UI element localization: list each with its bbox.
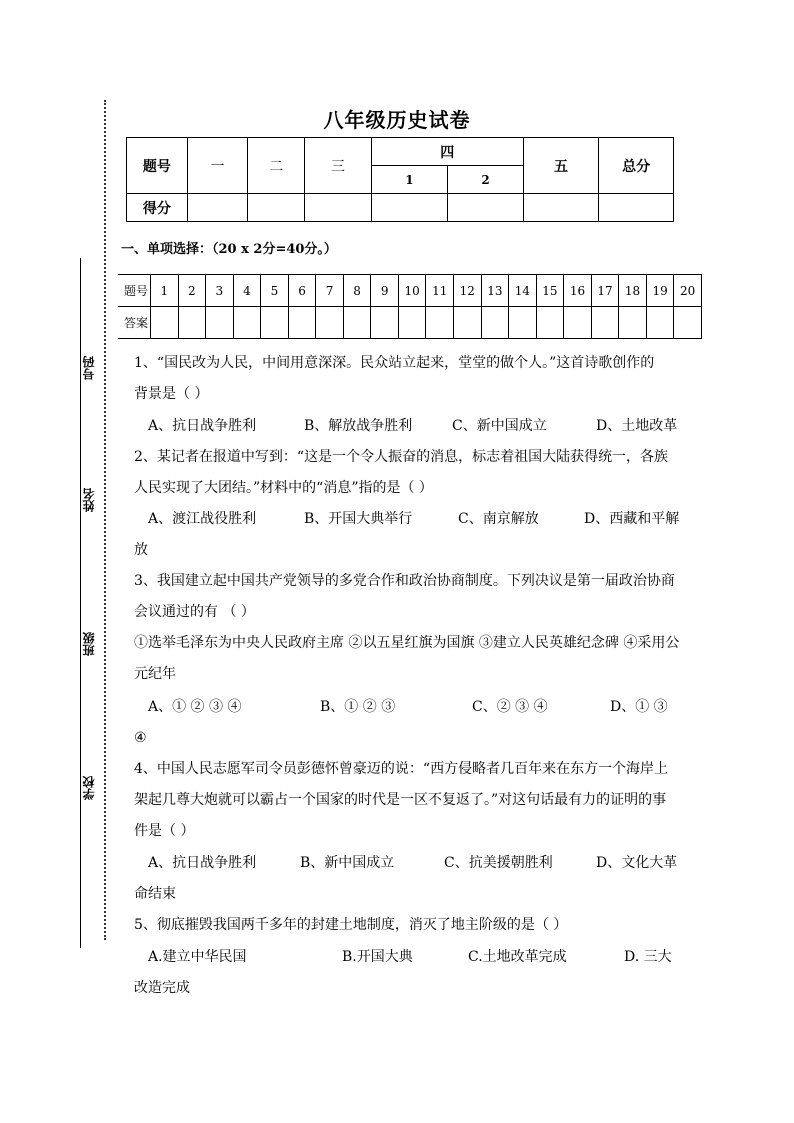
answer-number-4: 4 (233, 275, 261, 307)
side-field-number: 号码 (82, 356, 96, 380)
answer-number-10: 10 (398, 275, 426, 307)
answer-number-7: 7 (316, 275, 344, 307)
question-text: 会议通过的有 （ ） (134, 604, 255, 620)
option-a[interactable]: A.建立中华民国 (148, 949, 247, 965)
score-header-label: 题号 (127, 138, 188, 194)
answer-number-16: 16 (564, 275, 592, 307)
binding-line (104, 100, 106, 940)
score-table (126, 137, 674, 222)
option-d[interactable]: D、土地改革 (596, 418, 678, 434)
question-text: 件是（ ） (134, 823, 195, 839)
answer-number-8: 8 (343, 275, 371, 307)
option-b[interactable]: B、开国大典举行 (304, 511, 413, 527)
option-a[interactable]: A、抗日战争胜利 (148, 855, 257, 871)
answer-number-1: 1 (151, 275, 179, 307)
option-b[interactable]: B、解放战争胜利 (304, 418, 413, 434)
option-c[interactable]: C、南京解放 (458, 511, 539, 527)
answer-number-17: 17 (591, 275, 619, 307)
answer-number-15: 15 (536, 275, 564, 307)
side-field-name: 姓名 (82, 488, 96, 512)
question-3 (134, 566, 680, 690)
question-text: 人民实现了大团结。”材料中的“消息”指的是（ ） (134, 480, 433, 496)
question-text: 5、彻底摧毁我国两千多年的封建土地制度，消灭了地主阶级的是（ ） (134, 917, 568, 933)
score-cell[interactable] (187, 194, 248, 222)
question-text: 2、某记者在报道中写到：“这是一个令人振奋的消息，标志着祖国大陆获得统一，各族 (134, 449, 669, 465)
score-header-1: 一 (187, 138, 248, 194)
question-3-options (134, 692, 680, 723)
answer-cell-4[interactable] (233, 307, 261, 339)
score-cell[interactable] (305, 194, 372, 222)
answer-number-11: 11 (426, 275, 454, 307)
question-1 (134, 348, 680, 410)
answer-cell-5[interactable] (261, 307, 289, 339)
question-4-wrap: 命结束 (134, 886, 176, 902)
question-text: 背景是（ ） (134, 386, 209, 402)
option-d[interactable]: D. 三大 (624, 949, 672, 965)
option-c[interactable]: C.土地改革完成 (468, 949, 567, 965)
answer-row-label: 答案 (118, 307, 151, 339)
answer-cell-12[interactable] (454, 307, 482, 339)
score-cell[interactable] (523, 194, 599, 222)
question-2 (134, 442, 680, 504)
question-3-wrap: ④ (134, 730, 147, 746)
answer-cell-7[interactable] (316, 307, 344, 339)
option-b[interactable]: B、① ② ③ (320, 699, 396, 715)
score-cell[interactable] (371, 194, 448, 222)
answer-number-20: 20 (674, 275, 702, 307)
answer-cell-9[interactable] (371, 307, 399, 339)
score-cell[interactable] (248, 194, 305, 222)
question-5-options (134, 942, 680, 973)
score-cell[interactable] (599, 194, 674, 222)
score-cell[interactable] (448, 194, 524, 222)
page-title: 八年级历史试卷 (323, 108, 471, 132)
question-4 (134, 754, 680, 847)
answer-number-2: 2 (178, 275, 206, 307)
answer-cell-17[interactable] (591, 307, 619, 339)
score-header-2: 二 (248, 138, 305, 194)
option-b[interactable]: B.开国大典 (342, 949, 413, 965)
answer-cell-8[interactable] (343, 307, 371, 339)
answer-cell-3[interactable] (206, 307, 234, 339)
score-sub-1: 1 (371, 166, 448, 194)
answer-number-13: 13 (481, 275, 509, 307)
answer-number-12: 12 (454, 275, 482, 307)
score-header-3: 三 (305, 138, 372, 194)
answer-cell-6[interactable] (288, 307, 316, 339)
option-a[interactable]: A、① ② ③ ④ (148, 699, 242, 715)
answer-cell-10[interactable] (398, 307, 426, 339)
option-d[interactable]: D、文化大革 (596, 855, 678, 871)
side-field-school: 学校 (82, 776, 96, 800)
score-header-total: 总分 (599, 138, 674, 194)
answer-number-14: 14 (509, 275, 537, 307)
question-text: 架起几尊大炮就可以霸占一个国家的时代是一区不复返了。”对这句话最有力的证明的事 (134, 792, 667, 808)
answer-number-6: 6 (288, 275, 316, 307)
score-sub-2: 2 (448, 166, 524, 194)
answer-cell-2[interactable] (178, 307, 206, 339)
answer-cell-14[interactable] (509, 307, 537, 339)
question-2-wrap: 放 (134, 542, 148, 558)
option-a[interactable]: A、渡江战役胜利 (148, 511, 257, 527)
answer-number-5: 5 (261, 275, 289, 307)
score-header-4: 四 (371, 138, 523, 166)
answer-cell-15[interactable] (536, 307, 564, 339)
side-field-class: 班级 (82, 632, 96, 656)
answer-cell-13[interactable] (481, 307, 509, 339)
section-heading: 一、单项选择：（20 x 2分=40分。） (121, 242, 337, 257)
answer-number-18: 18 (619, 275, 647, 307)
question-5 (134, 910, 680, 941)
answer-cell-20[interactable] (674, 307, 702, 339)
score-row-label: 得分 (127, 194, 188, 222)
question-text: 元纪年 (134, 666, 176, 682)
question-text: 4、中国人民志愿军司令员彭德怀曾豪迈的说：“西方侵略者几百年来在东方一个海岸上 (134, 761, 669, 777)
option-d[interactable]: D、① ③ (610, 699, 668, 715)
answer-cell-18[interactable] (619, 307, 647, 339)
answer-cell-19[interactable] (646, 307, 674, 339)
question-text: 3、我国建立起中国共产党领导的多党合作和政治协商制度。下列决议是第一届政治协商 (134, 573, 675, 589)
answer-number-3: 3 (206, 275, 234, 307)
score-header-5: 五 (523, 138, 599, 194)
answer-cell-1[interactable] (151, 307, 179, 339)
question-text: ①选举毛泽东为中央人民政府主席 ②以五星红旗为国旗 ③建立人民英雄纪念碑 ④采用公 (134, 635, 680, 651)
option-c[interactable]: C、② ③ ④ (472, 699, 548, 715)
question-text: 1、“国民改为人民，中间用意深深。民众站立起来，堂堂的做个人。”这首诗歌创作的 (134, 355, 655, 371)
answer-cell-11[interactable] (426, 307, 454, 339)
answer-number-9: 9 (371, 275, 399, 307)
question-2-options (134, 504, 680, 535)
option-c[interactable]: C、新中国成立 (452, 418, 547, 434)
question-4-options (134, 848, 680, 879)
option-d[interactable]: D、西藏和平解 (584, 511, 680, 527)
answer-table (118, 274, 702, 339)
option-b[interactable]: B、新中国成立 (300, 855, 395, 871)
answer-number-19: 19 (646, 275, 674, 307)
option-a[interactable]: A、抗日战争胜利 (148, 418, 257, 434)
question-5-wrap: 改造完成 (134, 980, 190, 996)
answer-cell-16[interactable] (564, 307, 592, 339)
option-c[interactable]: C、抗美援朝胜利 (444, 855, 553, 871)
answer-row-label: 题号 (118, 275, 151, 307)
question-1-options (134, 411, 680, 442)
